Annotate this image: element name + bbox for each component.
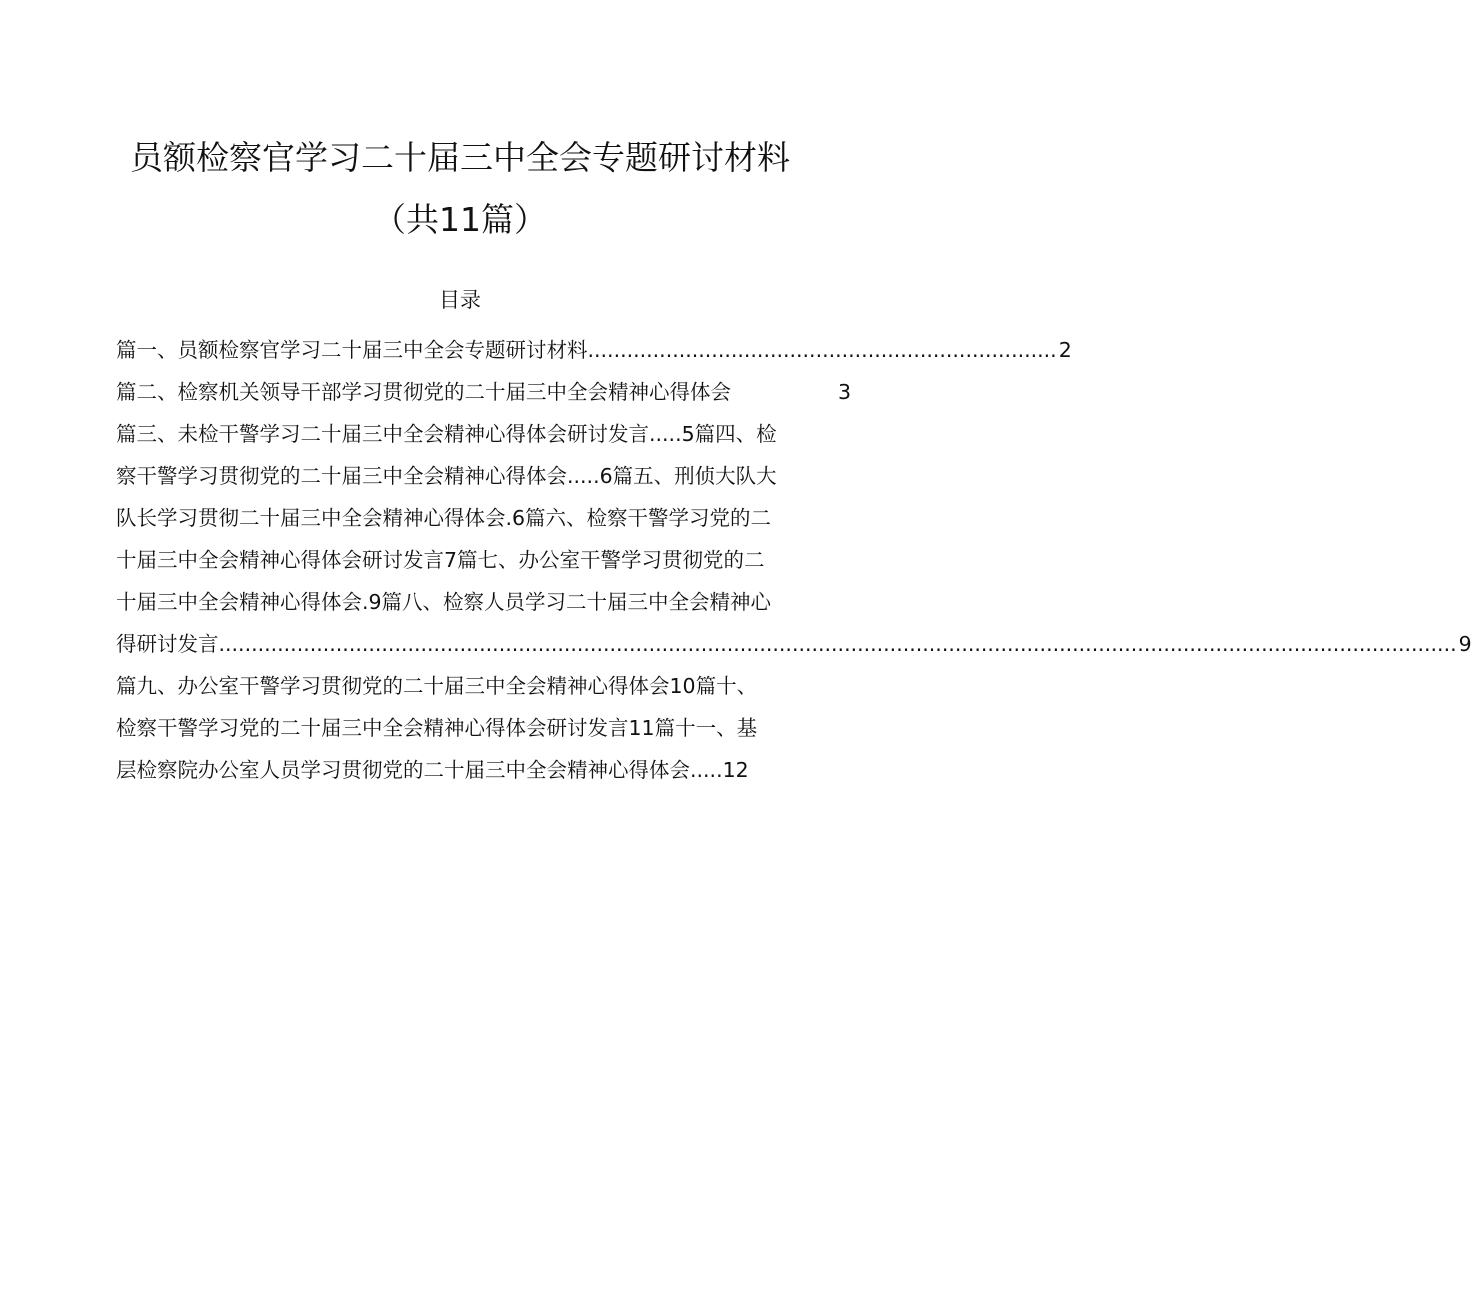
toc-line: 篇三、未检干警学习二十届三中全会精神心得体会研讨发言.....5篇四、检 bbox=[116, 422, 777, 446]
toc-line-text: 得研讨发言 bbox=[116, 632, 219, 656]
table-of-contents bbox=[116, 330, 1472, 792]
toc-page-number: 9 bbox=[1458, 632, 1472, 656]
toc-line: 十届三中全会精神心得体会研讨发言7篇七、办公室干警学习贯彻党的二 bbox=[116, 548, 765, 572]
toc-line-text: 篇二、检察机关领导干部学习贯彻党的二十届三中全会精神心得体会 bbox=[116, 380, 731, 404]
toc-dot-leader: .............................................................................................................................................................................................. bbox=[218, 632, 1457, 656]
toc-line bbox=[116, 624, 1472, 666]
toc-page-number: 3 bbox=[837, 380, 851, 404]
toc-line: 层检察院办公室人员学习贯彻党的二十届三中全会精神心得体会.....12 bbox=[116, 758, 749, 782]
toc-line: 检察干警学习党的二十届三中全会精神心得体会研讨发言11篇十一、基 bbox=[116, 716, 758, 740]
toc-line-text: 篇一、员额检察官学习二十届三中全会专题研讨材料 bbox=[116, 338, 588, 362]
toc-line: 篇九、办公室干警学习贯彻党的二十届三中全会精神心得体会10篇十、 bbox=[116, 674, 758, 698]
toc-spacer bbox=[731, 372, 838, 414]
toc-line bbox=[116, 330, 1072, 372]
toc-page-number: 2 bbox=[1058, 338, 1072, 362]
toc-dot-leader: ........................................................................ bbox=[587, 338, 1057, 362]
toc-line: 十届三中全会精神心得体会.9篇八、检察人员学习二十届三中全会精神心 bbox=[116, 590, 772, 614]
document-subtitle: （共11篇） bbox=[373, 200, 547, 239]
toc-line: 察干警学习贯彻党的二十届三中全会精神心得体会.....6篇五、刑侦大队大 bbox=[116, 464, 777, 488]
document-title: 员额检察官学习二十届三中全会专题研讨材料 bbox=[130, 138, 790, 177]
toc-heading: 目录 bbox=[439, 288, 481, 312]
toc-line bbox=[116, 372, 851, 414]
toc-line: 队长学习贯彻二十届三中全会精神心得体会.6篇六、检察干警学习党的二 bbox=[116, 506, 772, 530]
